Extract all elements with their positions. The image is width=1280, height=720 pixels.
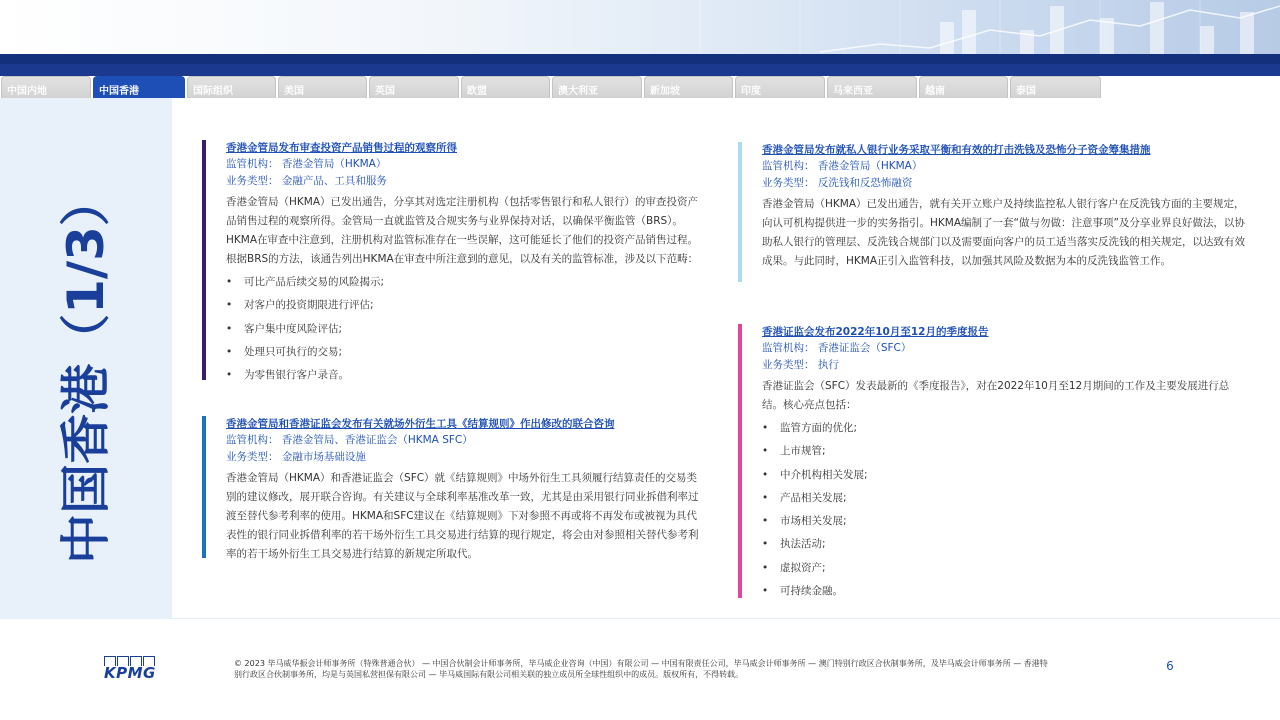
title-panel	[0, 98, 172, 618]
business-type-label: 业务类型： 金融产品、工具和服务	[226, 175, 387, 187]
list-item: • 客户集中度风险评估;	[226, 318, 706, 341]
list-item: • 上市规管;	[762, 440, 1246, 463]
section-accent-bar	[202, 140, 206, 380]
news-title-link[interactable]: 香港金管局和香港证监会发布有关就场外衍生工具《结算规则》作出修改的联合咨询	[226, 418, 615, 430]
list-item: • 可持续金融。	[762, 580, 1246, 603]
tab-international-orgs[interactable]: 国际组织	[187, 76, 276, 98]
business-type-label: 业务类型： 执行	[762, 359, 839, 371]
list-item: • 对客户的投资期限进行评估;	[226, 294, 706, 317]
news-content	[172, 98, 1280, 618]
footer-divider	[0, 618, 1280, 619]
list-item: • 执法活动;	[762, 533, 1246, 556]
page-title: 中国香港（1/3）	[57, 176, 115, 564]
news-body: 香港金管局（HKMA）已发出通告，就有关开立账户及持续监控私人银行客户在反洗钱方面的主要规定，向认可机构提供进一步的实务指引。HKMA编制了一套“做与勿做：注意事项”及分享业界良好做法，以协助私人银行的管理层、反洗钱合规部门以及需要面向客户的员工适当落实反洗钱的相关规定，以达致有效成果。与此同时，HKMA正引入监管科技，以加强其风险及数据为本的反洗钱监管工作。	[762, 198, 1245, 267]
section-accent-bar	[738, 142, 742, 282]
news-item-aml-private-banking	[738, 142, 1248, 282]
list-item: • 监管方面的优化;	[762, 417, 1246, 440]
tab-eu[interactable]: 欧盟	[461, 76, 550, 98]
kpmg-logo-text: KPMG	[104, 664, 156, 682]
header-divider	[0, 54, 1280, 64]
list-item: • 市场相关发展;	[762, 510, 1246, 533]
tab-uk[interactable]: 英国	[369, 76, 459, 98]
news-body: 香港金管局（HKMA）已发出通告，分享其对选定注册机构（包括零售银行和私人银行）的审查投资产品销售过程的观察所得。金管局一直就监管及合规实务与业界保持对话，以确保平衡监管（BRS）。HKMA在审查中注意到，注册机构对监管标准存在一些误解，这可能延长了他们的投资产品销售过程。根据BRS的方法，该通告列出HKMA在审查中所注意到的意见，以及有关的监管标准，涉及以下范畴：	[226, 196, 699, 265]
regulator-label: 监管机构： 香港金管局（HKMA）	[226, 158, 387, 170]
tab-mainland-china[interactable]: 中国内地	[1, 76, 91, 98]
list-item: • 虚拟资产;	[762, 557, 1246, 580]
page-number: 6	[1166, 659, 1174, 673]
tab-india[interactable]: 印度	[735, 76, 825, 98]
bullet-list	[762, 417, 1246, 603]
tab-thailand[interactable]: 泰国	[1010, 76, 1101, 98]
news-body: 香港金管局（HKMA）和香港证监会（SFC）就《结算规则》中场外衍生工具须履行结算责任的交易类别的建议修改，展开联合咨询。有关建议与全球利率基准改革一致，尤其是由采用银行同业拆借利率过渡至替代参考利率的使用。HKMA和SFC建议在《结算规则》下对参照不再或将不再发布或被视为具代表性的银行同业拆借利率的若干场外衍生工具交易进行结算的现行规定，将会由对参照相关替代参考利率的若干场外衍生工具交易进行结算的新规定所取代。	[226, 472, 699, 560]
list-item: • 处理只可执行的交易;	[226, 341, 706, 364]
tab-hong-kong[interactable]: 中国香港	[93, 76, 185, 98]
tab-vietnam[interactable]: 越南	[919, 76, 1008, 98]
news-body: 香港证监会（SFC）发表最新的《季度报告》，对在2022年10月至12月期间的工作及主要发展进行总结。核心亮点包括：	[762, 380, 1230, 411]
news-title-link[interactable]: 香港金管局发布就私人银行业务采取平衡和有效的打击洗钱及恐怖分子资金筹集措施	[762, 144, 1151, 156]
news-title-link[interactable]: 香港金管局发布审查投资产品销售过程的观察所得	[226, 142, 457, 154]
regulator-label: 监管机构： 香港金管局（HKMA）	[762, 160, 923, 172]
business-type-label: 业务类型： 金融市场基础设施	[226, 451, 366, 463]
tab-singapore[interactable]: 新加坡	[644, 76, 733, 98]
regulator-label: 监管机构： 香港金管局、香港证监会（HKMA SFC）	[226, 434, 473, 446]
copyright-notice: © 2023 毕马威华振会计师事务所（特殊普通合伙） — 中国合伙制会计师事务所，毕马威企业咨询（中国）有限公司 — 中国有限责任公司，毕马威会计师事务所 — 澳门特别行政区合伙制事务所，及毕马威会计师事务所 — 香港特别行政区合伙制事务所，均是与英国私营担保有限公司 — 毕马威国际有限公司相关联的独立成员所全球性组织中的成员。版权所有，不得转载。	[234, 659, 1048, 679]
list-item: • 为零售银行客户录音。	[226, 364, 706, 387]
section-accent-bar	[738, 324, 742, 598]
tab-usa[interactable]: 美国	[278, 76, 367, 98]
bullet-list	[226, 271, 706, 387]
news-title-link[interactable]: 香港证监会发布2022年10月至12月的季度报告	[762, 326, 989, 338]
tab-malaysia[interactable]: 马来西亚	[827, 76, 917, 98]
region-tabs	[0, 76, 1280, 98]
list-item: • 可比产品后续交易的风险揭示;	[226, 271, 706, 294]
list-item: • 中介机构相关发展;	[762, 464, 1246, 487]
news-item-clearing-rules	[202, 416, 712, 558]
tab-australia[interactable]: 澳大利亚	[552, 76, 642, 98]
kpmg-logo	[104, 656, 160, 682]
news-item-investment-sales	[202, 140, 712, 380]
tab-strip-background	[0, 64, 1280, 76]
banner-chart-graphic	[0, 0, 1280, 62]
list-item: • 产品相关发展;	[762, 487, 1246, 510]
news-item-sfc-quarterly-report	[738, 324, 1248, 598]
section-accent-bar	[202, 416, 206, 558]
header-banner	[0, 0, 1280, 62]
business-type-label: 业务类型： 反洗钱和反恐怖融资	[762, 177, 913, 189]
regulator-label: 监管机构： 香港证监会（SFC）	[762, 342, 912, 354]
